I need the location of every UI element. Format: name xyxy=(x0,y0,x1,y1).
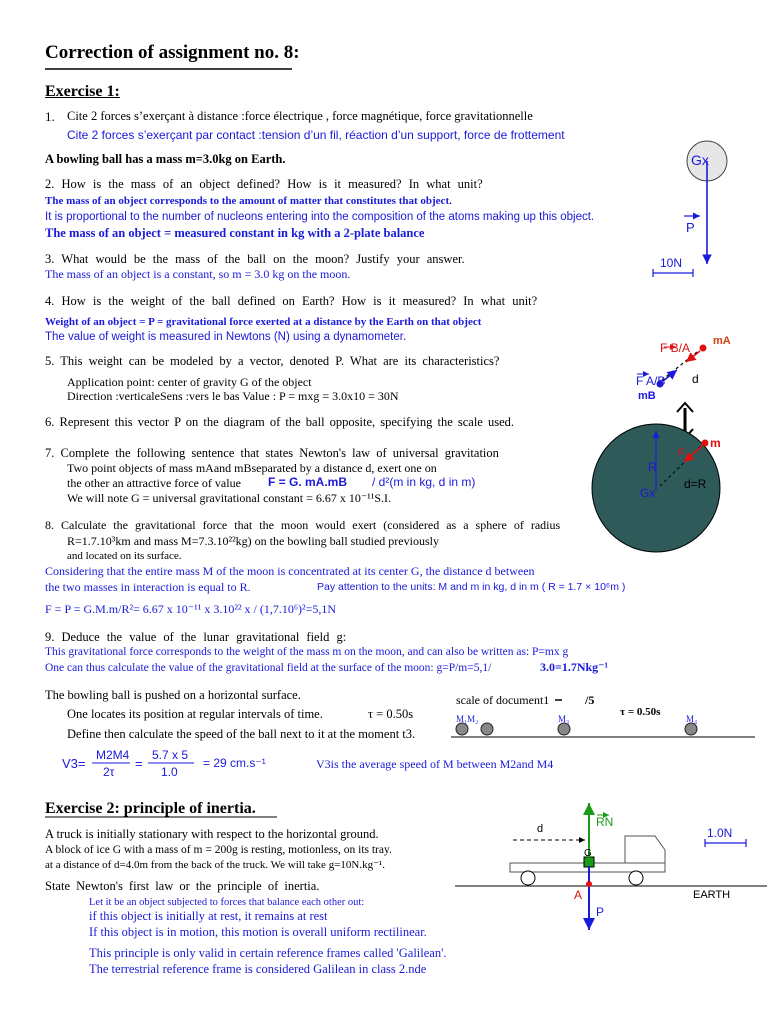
tau-label: τ = 0.50s xyxy=(620,706,661,718)
answer-9-line2a: One can thus calculate the value of the gravitational field at the surface of the moon: g=P/m=5,1/ xyxy=(45,662,492,674)
answer-8-line2: the two masses in interaction is equal to R. xyxy=(45,580,251,594)
ball-positions xyxy=(456,723,697,735)
ball-text-3: Define then calculate the speed of the ball next to it at the moment t3. xyxy=(67,727,416,741)
question-2: 2. How is the mass of an object defined? How is it measured? In what unit? xyxy=(45,177,483,191)
mass-b-label: mB xyxy=(638,390,656,402)
moon-mass-label: m xyxy=(710,436,721,450)
label-m1m2: M₁M₂ xyxy=(456,714,479,724)
weight-p-label: P xyxy=(686,220,695,235)
label-m3: M₃ xyxy=(558,714,570,724)
truck-weight-label: P xyxy=(596,905,605,919)
force-ab-label: F A/B xyxy=(636,374,666,388)
mass-a-dot xyxy=(700,345,707,352)
exercise1-heading: Exercise 1: xyxy=(45,83,120,100)
truck-wheel-rear xyxy=(521,871,535,885)
answer-2-line2: It is proportional to the number of nucleons entering into the composition of the atoms making up this object. xyxy=(45,211,595,223)
ice-block-label: G xyxy=(584,848,592,859)
answer-2-line1: The mass of an object corresponds to the amount of matter that constitutes that object. xyxy=(45,195,452,207)
answer-9-result: 3.0=1.7Nkg⁻¹ xyxy=(540,660,609,674)
speed-lhs: V3= xyxy=(62,756,86,771)
exercise2-heading: Exercise 2: principle of inertia. xyxy=(45,800,256,817)
answer-5-line1: Application point: center of gravity G of the object xyxy=(67,375,312,389)
ball-text-1: The bowling ball is pushed on a horizontal surface. xyxy=(45,688,301,702)
reaction-label: RN xyxy=(596,815,614,829)
moon-ball-dot xyxy=(702,440,709,447)
answer-8-units-note: Pay attention to the units: M and m in kg, d in m ( R = 1.7 × 10⁶m ) xyxy=(317,581,626,593)
question-4: 4. How is the weight of the ball defined on Earth? How is it measured? In what unit? xyxy=(45,294,538,308)
ex2-answer-1: Let it be an object subjected to forces that balance each other out: xyxy=(89,897,365,908)
question-3: 3. What would be the mass of the ball on the moon? Justify your answer. xyxy=(45,252,465,266)
moon-center-label: Gx xyxy=(640,486,656,500)
ex2-text-2: A block of ice G with a mass of m = 200g is resting, motionless, on its tray. xyxy=(45,844,392,856)
speed-equals: = xyxy=(135,756,143,771)
question-1: Cite 2 forces s’exerçant à distance :force électrique , force magnétique, force gravitationnelle xyxy=(67,109,533,123)
scale-value: /5 xyxy=(585,693,595,707)
speed-denominator-1: 2τ xyxy=(103,765,115,779)
truck-cab xyxy=(625,836,665,872)
intro-ball: A bowling ball has a mass m=3.0kg on Earth. xyxy=(45,152,286,166)
answer-9-line1: This gravitational force corresponds to the weight of the mass m on the moon, and can also be written as: P=mx g xyxy=(45,646,569,658)
distance-d-label: d xyxy=(692,372,699,386)
speed-denominator-2: 1.0 xyxy=(161,765,178,779)
question-6: 6. Represent this vector P on the diagram of the ball opposite, specifying the scale used. xyxy=(45,415,515,429)
label-m4: M₄ xyxy=(686,714,698,724)
force-ba-label: F B/A xyxy=(660,341,691,355)
question-9: 9. Deduce the value of the lunar gravitational field g: xyxy=(45,630,347,644)
point-a xyxy=(586,881,592,887)
answer-2-line3: The mass of an object = measured constant in kg with a 2-plate balance xyxy=(45,226,425,240)
ex2-answer-5: The terrestrial reference frame is considered Galilean in class 2.nde xyxy=(89,962,427,976)
ex2-answer-4: This principle is only valid in certain reference frames called 'Galilean'. xyxy=(89,946,447,960)
ex2-answer-3: If this object is in motion, this motion is overall uniform rectilinear. xyxy=(89,925,427,939)
moon-radius-label: R xyxy=(648,460,657,474)
answer-7-line2a: the other an attractive force of value xyxy=(67,476,241,490)
scale-1n-label: 1.0N xyxy=(707,826,733,840)
speed-numerator-2: 5.7 x 5 xyxy=(152,748,189,762)
mass-a-label: mA xyxy=(713,335,731,347)
scale-10n-label: 10N xyxy=(660,256,683,270)
truck-wheel-front xyxy=(629,871,643,885)
answer-7-units: / d²(m in kg, d in m) xyxy=(372,475,476,489)
answer-1: Cite 2 forces s’exerçant par contact :tension d’un fil, réaction d’un support, force de frottement xyxy=(67,128,565,142)
moon-distance-label: d=R xyxy=(684,477,707,491)
speed-numerator-1: M2M4 xyxy=(96,748,130,762)
answer-8-calculation: F = P = G.M.m/R²= 6.67 x 10⁻¹¹ x 3.10²² x / (1,7.10⁶)²=5,1N xyxy=(45,602,337,616)
answer-7-line1: Two point objects of mass mAand mBseparated by a distance d, exert one on xyxy=(67,461,437,475)
answer-4-line1: Weight of an object = P = gravitational force exerted at a distance by the Earth on that object xyxy=(45,316,482,328)
ex2-text-3: at a distance of d=4.0m from the back of the truck. We will take g=10N.kg⁻¹. xyxy=(45,859,385,871)
page-title: Correction of assignment no. 8: xyxy=(45,42,300,63)
answer-7-formula: F = G. mA.mB xyxy=(268,475,348,489)
answer-8-line1: Considering that the entire mass M of the moon is concentrated at its center G, the distance d between xyxy=(45,564,535,578)
ball-center-label: Gx xyxy=(691,152,709,168)
ex2-answer-2: if this object is initially at rest, it remains at rest xyxy=(89,909,328,923)
answer-7-line3: We will note G = universal gravitational constant = 6.67 x 10⁻¹¹S.I. xyxy=(67,491,392,505)
ball-tau: τ = 0.50s xyxy=(368,707,414,721)
ball-text-2: One locates its position at regular intervals of time. xyxy=(67,707,323,721)
moon-force-label: F xyxy=(678,447,685,459)
answer-3: The mass of an object is a constant, so m = 3.0 kg on the moon. xyxy=(45,267,351,281)
ex2-question: State Newton's first law or the principle of inertia. xyxy=(45,879,320,893)
q1-number: 1. xyxy=(45,109,55,124)
question-8-line1: 8. Calculate the gravitational force that the moon would exert (considered as a sphere of radius xyxy=(45,518,561,532)
speed-note: V3is the average speed of M between M2and M4 xyxy=(316,757,554,771)
point-a-label: A xyxy=(574,888,583,902)
answer-5-line2: Direction :verticaleSens :vers le bas Value : P = mxg = 3.0x10 = 30N xyxy=(67,389,399,403)
earth-label: EARTH xyxy=(693,889,731,901)
question-7: 7. Complete the following sentence that states Newton's law of universal gravitation xyxy=(45,446,499,460)
truck-distance-label: d xyxy=(537,823,544,835)
question-5: 5. This weight can be modeled by a vector, denoted P. What are its characteristics? xyxy=(45,354,500,368)
scale-of-document: scale of document1 xyxy=(456,693,550,707)
question-8-line3: and located on its surface. xyxy=(67,550,182,562)
speed-result: = 29 cm.s⁻¹ xyxy=(203,756,266,770)
question-8-line2: R=1.7.10³km and mass M=7.3.10²²kg) on the bowling ball studied previously xyxy=(67,534,439,548)
ex2-text-1: A truck is initially stationary with respect to the horizontal ground. xyxy=(45,827,379,841)
answer-4-line2: The value of weight is measured in Newtons (N) using a dynamometer. xyxy=(45,331,407,343)
